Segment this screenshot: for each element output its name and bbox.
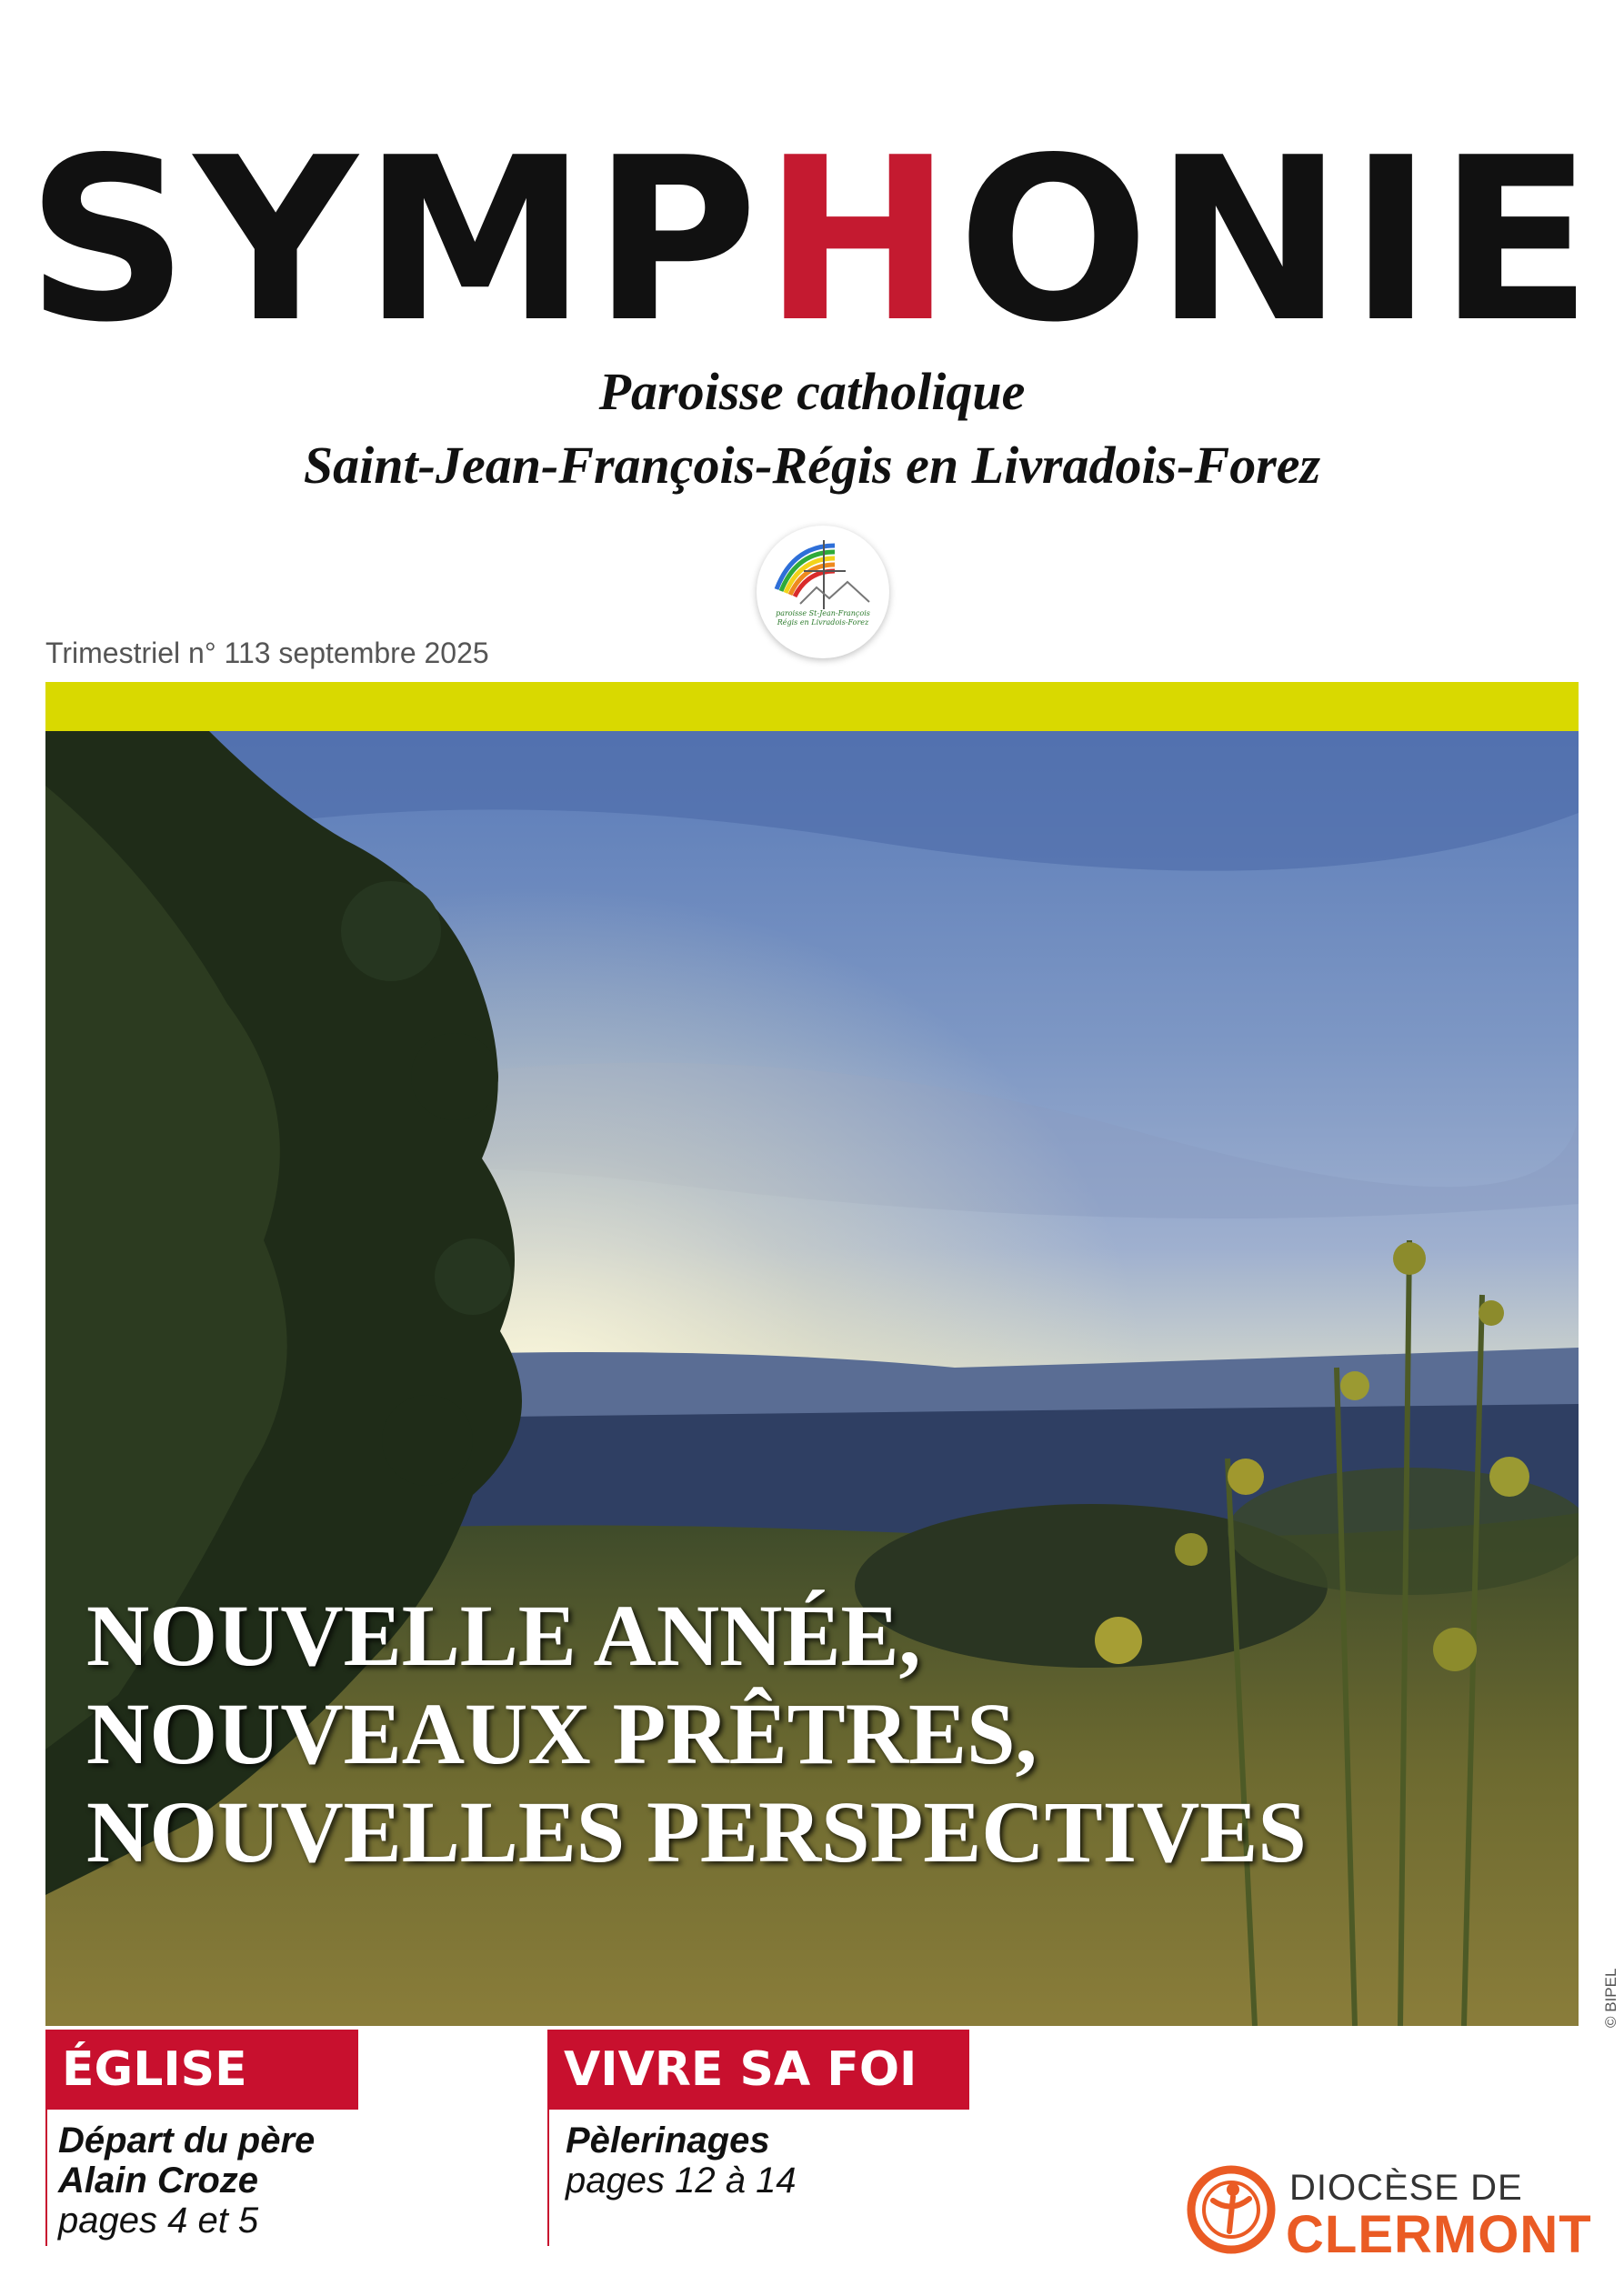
section-tag-vivre-sa-foi[interactable]: VIVRE SA FOI bbox=[547, 2030, 969, 2110]
section-teaser-vivre-sa-foi[interactable] bbox=[566, 2121, 797, 2201]
teaser-title-line-2: Alain Croze bbox=[58, 2161, 259, 2201]
yellow-banner bbox=[45, 682, 1579, 731]
masthead-part-2: ONIE bbox=[957, 110, 1599, 372]
teaser-pages: pages 12 à 14 bbox=[566, 2161, 797, 2201]
subtitle-line-1: Paroisse catholique bbox=[598, 362, 1026, 421]
section-teaser-eglise[interactable] bbox=[58, 2121, 315, 2241]
masthead-accent-letter: H bbox=[763, 110, 958, 372]
teaser-title-line-1: Départ du père bbox=[58, 2121, 316, 2161]
section-tag-eglise[interactable]: ÉGLISE bbox=[45, 2030, 358, 2110]
masthead-title bbox=[0, 110, 1624, 372]
headline-line-3: NOUVELLES PERSPECTIVES bbox=[86, 1783, 1307, 1880]
diocese-line-2: CLERMONT bbox=[1286, 2205, 1592, 2264]
diocese-line-1: DIOCÈSE DE bbox=[1289, 2168, 1523, 2208]
issue-line: Trimestriel n° 113 septembre 2025 bbox=[45, 637, 489, 669]
masthead-part-1: SYMP bbox=[25, 110, 764, 372]
cover-headline bbox=[86, 1587, 1569, 1881]
diocese-emblem-icon bbox=[1186, 2164, 1277, 2255]
teaser-title-line-1: Pèlerinages bbox=[566, 2121, 770, 2161]
subtitle-line-2: Saint-Jean-François-Régis en Livradois-Forez bbox=[303, 436, 1321, 495]
parish-logo bbox=[757, 526, 889, 658]
diocese-logo bbox=[1186, 2164, 1592, 2264]
teaser-pages: pages 4 et 5 bbox=[58, 2201, 259, 2241]
headline-line-2: NOUVEAUX PRÊTRES, bbox=[86, 1685, 1038, 1782]
headline-line-1: NOUVELLE ANNÉE, bbox=[86, 1587, 921, 1684]
parish-rainbow-cross-logo-icon bbox=[757, 526, 889, 658]
parish-logo-caption: paroisse St-Jean-François Régis en Livradois-Forez bbox=[776, 609, 870, 627]
photo-credit: © BIPEL bbox=[1602, 1968, 1619, 2028]
